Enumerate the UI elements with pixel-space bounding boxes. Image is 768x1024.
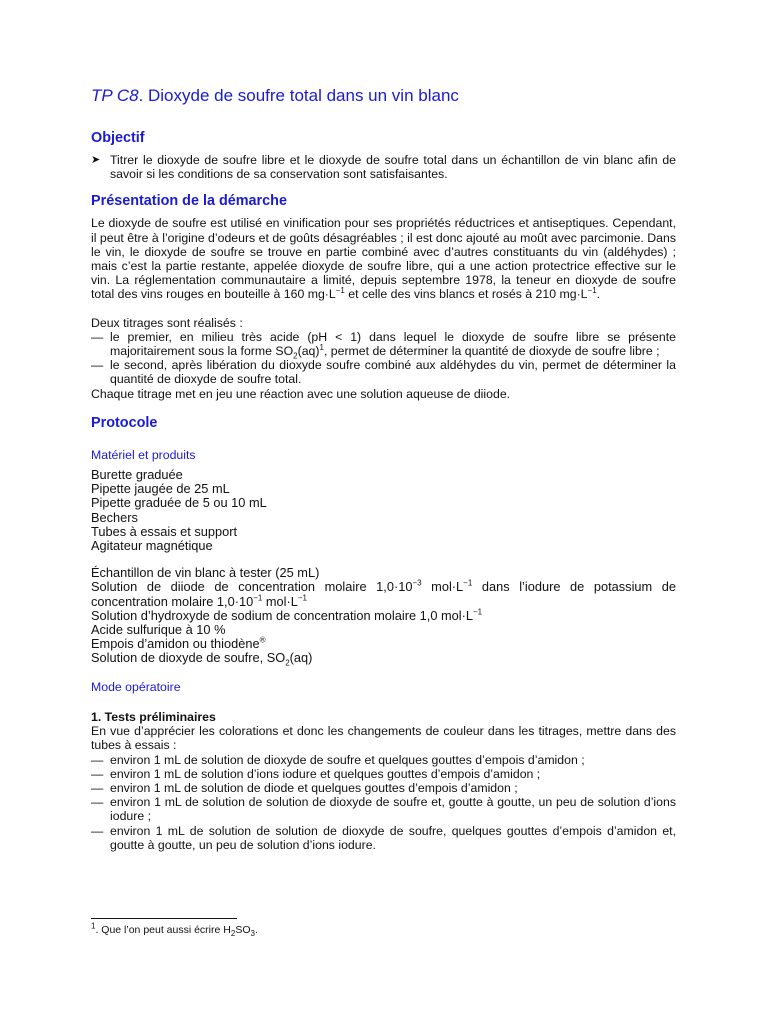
- footnote-text: .: [254, 924, 258, 936]
- list-item-text: le second, après libération du dioxyde soufre combiné aux aldéhydes du vin, permet de déterminer la quantité de dioxyde de soufre total.: [110, 358, 676, 387]
- prod-text: mol·L: [421, 579, 464, 595]
- list-item: Acide sulfurique à 10 %: [91, 622, 226, 638]
- footnote-divider: [91, 918, 237, 919]
- presentation-text-a: Le dioxyde de soufre est utilisé en vinification pour ses propriétés réductrices et antiseptiques. Cependant, il peut être à l’origine d’odeurs et de goûts désagréables ; il est donc ajouté au moût avec parcimonie. Dans le vin, le dioxyde de soufre se trouve en partie combiné avec d’autres constituants du vin (aldéhydes) ; mais c’est la partie restante, appelée dioxyde de soufre libre, qui a une action protectrice effective sur le vin. La réglementation communautaire a limité, depuis septembre 1978, la teneur en dioxyde de soufre total des vins rouges en bouteille à 160 mg·L: [91, 216, 676, 302]
- presentation-text-b: et celle des vins blancs et rosés à 210 mg·L: [344, 287, 588, 302]
- item-text-a: le premier, en milieu très acide (pH < 1) dans lequel le dioxyde de soufre libre se présente majoritairement sous la forme SO: [110, 329, 676, 359]
- dash-bullet: —: [91, 358, 104, 373]
- list-item: Pipette graduée de 5 ou 10 mL: [91, 495, 267, 511]
- prod-text: (aq): [289, 650, 313, 666]
- list-item: [91, 329, 676, 361]
- section-heading-presentation: Présentation de la démarche: [91, 193, 287, 210]
- formula-subscript: 2: [293, 351, 298, 361]
- list-item: Agitateur magnétique: [91, 538, 213, 554]
- footnote-number: 1: [91, 921, 96, 931]
- presentation-paragraph: [91, 216, 676, 301]
- materiel-list: [91, 468, 676, 553]
- exponent: −1: [463, 579, 473, 589]
- footnote-ref: 1: [319, 342, 324, 352]
- list-item: [91, 358, 676, 386]
- dash-bullet: —: [91, 766, 104, 781]
- footnote-text: SO: [235, 924, 251, 936]
- prod-text: Empois d’amidon ou thiodène: [91, 636, 260, 652]
- list-item: [91, 650, 676, 669]
- titrages-intro: Deux titrages sont réalisés :: [91, 315, 243, 330]
- produits-list: [91, 565, 677, 669]
- unit-exponent: −1: [335, 286, 345, 296]
- tests-intro: En vue d’apprécier les colorations et donc les changements de couleur dans les titrages, mettre dans des tubes à essais :: [91, 724, 676, 753]
- prod-text: Solution de dioxyde de soufre, SO: [91, 650, 286, 666]
- registered-mark: ®: [259, 636, 266, 646]
- dash-bullet: —: [91, 780, 104, 795]
- footnote: [91, 923, 258, 937]
- footnote-text: . Que l’on peut aussi écrire H: [95, 924, 231, 936]
- page-title: [91, 86, 676, 106]
- list-item: Échantillon de vin blanc à tester (25 mL): [91, 565, 320, 581]
- dash-bullet: —: [91, 752, 104, 767]
- prod-text: dans l’iodure de potassium de concentration molaire 1,0·10: [91, 579, 677, 609]
- prod-text: mol·L: [262, 593, 298, 609]
- list-item: [91, 637, 676, 651]
- list-item: Tubes à essais et support: [91, 523, 238, 539]
- list-item: Bechers: [91, 509, 138, 525]
- item-text-c: , permet de déterminer la quantité de dioxyde de soufre libre ;: [323, 344, 660, 359]
- list-item-text: [110, 329, 676, 361]
- list-item: [91, 753, 676, 767]
- list-item-text: environ 1 mL de solution d’ions iodure et quelques gouttes d’empois d’amidon ;: [110, 766, 541, 781]
- dash-bullet: —: [91, 823, 104, 838]
- titrages-closing: Chaque titrage met en jeu une réaction avec une solution aqueuse de diiode.: [91, 386, 511, 401]
- list-item: Burette graduée: [91, 467, 183, 483]
- prod-text: Solution d’hydroxyde de sodium de concentration molaire 1,0 mol·L: [91, 607, 473, 623]
- dash-bullet: —: [91, 329, 104, 344]
- item-text-b: (aq): [297, 344, 320, 359]
- section-heading-protocole: Protocole: [91, 414, 158, 431]
- formula-subscript: 2: [230, 929, 236, 939]
- title-code: TP C8: [91, 86, 139, 105]
- list-item: [91, 609, 676, 623]
- presentation-text-c: .: [596, 287, 601, 302]
- list-item: [91, 781, 676, 795]
- list-item: [91, 795, 676, 823]
- objectif-text: Titrer le dioxyde de soufre libre et le dioxyde de soufre total dans un échantillon de vin blanc afin de savoir si les conditions de sa conservation sont satisfaisantes.: [110, 153, 676, 182]
- document-page: [91, 86, 676, 852]
- exponent: −1: [253, 593, 263, 603]
- formula-subscript: 3: [250, 929, 255, 939]
- section-heading-objectif: Objectif: [91, 130, 145, 146]
- subheading-materiel: Matériel et produits: [91, 447, 196, 462]
- list-item-text: environ 1 mL de solution de diode et quelques gouttes d’empois d’amidon ;: [110, 780, 518, 795]
- list-item: Pipette jaugée de 25 mL: [91, 481, 230, 497]
- subheading-mode-operatoire: Mode opératoire: [91, 679, 181, 694]
- title-text: . Dioxyde de soufre total dans un vin blanc: [138, 86, 459, 105]
- list-item: [91, 767, 676, 781]
- dash-bullet: —: [91, 795, 104, 810]
- list-item-text: environ 1 mL de solution de solution de dioxyde de soufre et, goutte à goutte, un peu de solution d’ions iodure ;: [110, 795, 676, 824]
- arrowhead-bullet-icon: ➤: [91, 154, 101, 166]
- objectif-bullet: [91, 153, 676, 181]
- formula-subscript: 2: [285, 659, 290, 669]
- list-item: [91, 824, 676, 852]
- list-item-text: environ 1 mL de solution de dioxyde de soufre et quelques gouttes d’empois d’amidon ;: [110, 752, 585, 767]
- exponent: −1: [297, 593, 307, 603]
- list-item: [91, 580, 676, 608]
- unit-exponent: −1: [587, 286, 597, 296]
- list-item-text: environ 1 mL de solution de solution de dioxyde de soufre, quelques gouttes d’empois d’amidon et, goutte à goutte, un peu de solution d’ions iodure.: [110, 823, 676, 852]
- tests-heading: 1. Tests préliminaires: [91, 709, 216, 724]
- exponent: −1: [473, 607, 483, 617]
- exponent: −3: [412, 579, 422, 589]
- prod-text: Solution de diiode de concentration molaire 1,0·10: [91, 579, 413, 595]
